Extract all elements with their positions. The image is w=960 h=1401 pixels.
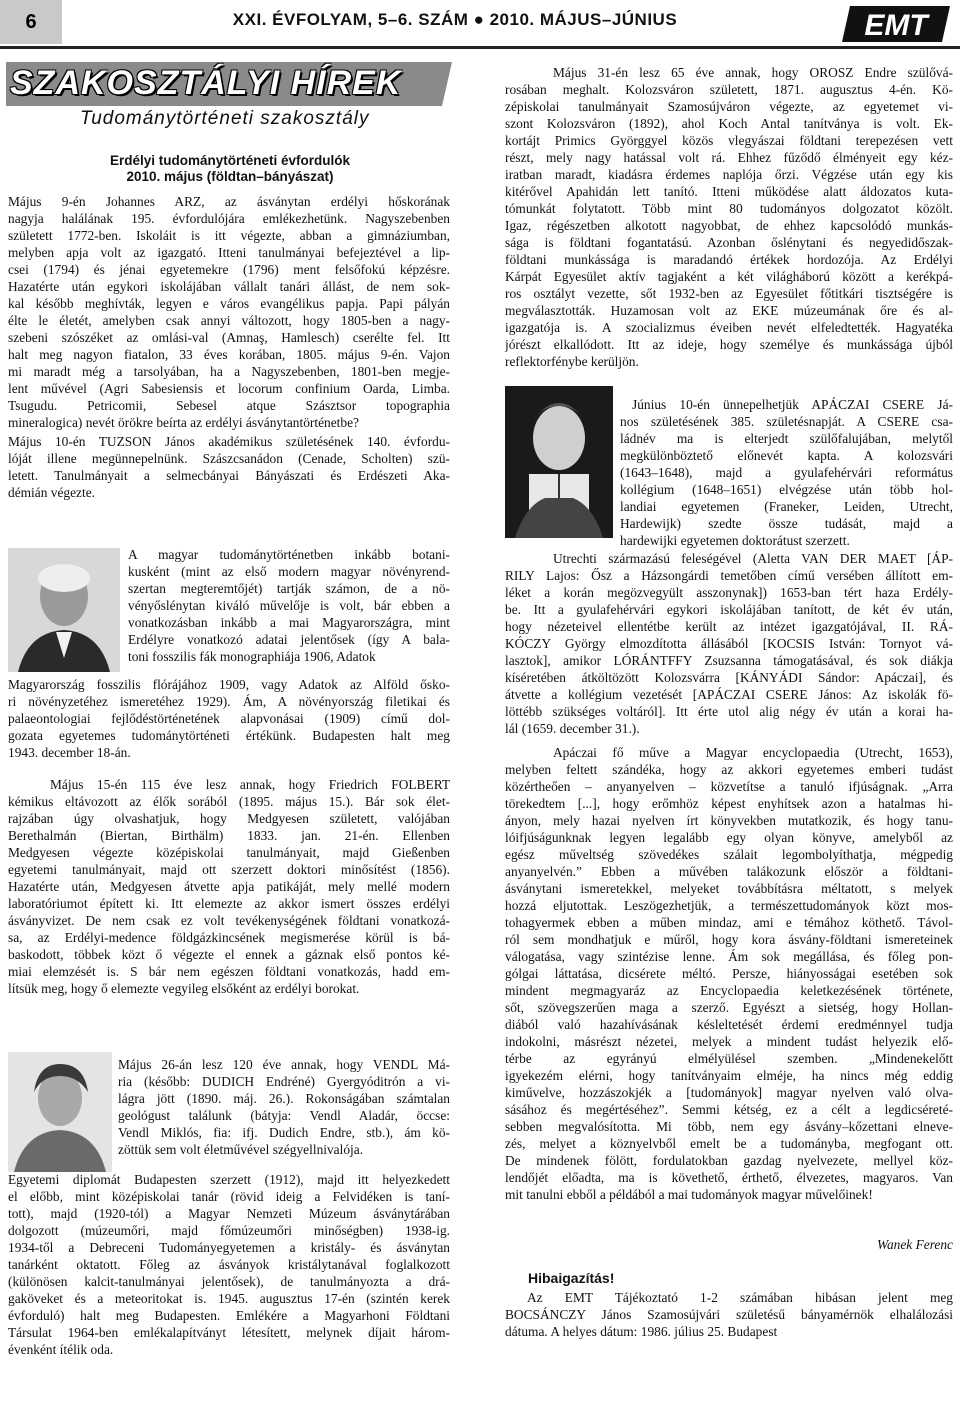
text-line: Erdélyre vonatkozó adatai jelentősek (így A bala- bbox=[128, 632, 450, 647]
text-line: lent művével (Agri Sabesiensis et locorum confinium Oarda, Limba. bbox=[8, 381, 450, 396]
text-line: (különösen kalcit-tanulmányai jelentősek), de tanulmányozta a drá- bbox=[8, 1274, 450, 1289]
text-line: melyben feltett szándéka, hogy az akkori egyetemes emberi tudást bbox=[505, 762, 953, 777]
text-line: lágra jött (1890. máj. 26.). Rokonságában számtalan bbox=[118, 1091, 450, 1106]
text-line: mindent megmagyaráz az Encyclopaedia keletkezésének története, bbox=[505, 983, 953, 998]
paragraph-folbert bbox=[8, 776, 450, 997]
text-line: Kárpát Egyesület aktív tagjaként a két világháború között a kerékpá- bbox=[505, 269, 953, 284]
text-line: Hazatérte után egykori iskolájában vállalt tanári állást, de nem sok- bbox=[8, 279, 450, 294]
text-line: lóját illene megünnepelnünk. Szászcsanádon (Cenade, Scholten) szü- bbox=[8, 451, 450, 466]
text-line: Apáczai fő műve a Magyar encyclopaedia (Utrecht, 1653), bbox=[553, 745, 953, 760]
text-line: mi maradt még a tarsolyában, ha a Nagyszebenben, 1801-ben megje- bbox=[8, 364, 450, 379]
heading-month: 2010. május (földtan–bányászat) bbox=[126, 169, 334, 184]
text-line: földtani munkássága is maradandó értékek hordozója. Az Erdélyi bbox=[505, 252, 953, 267]
text-line: zöttük sem volt életművével szégyellnivalója. bbox=[118, 1142, 364, 1157]
text-line: indokolni, másrészt nézetei, melyek a mindent tudást helyezik elő- bbox=[505, 1034, 953, 1049]
text-line: Hardewijk) szedte össze tudását, majd a bbox=[620, 516, 953, 531]
text-line: De mindenek fölött, fordulatokban gazdag nyelvezete, mellyel köz- bbox=[505, 1153, 953, 1168]
text-line: évforduló) halt meg Budapesten. Emlékére a Magyarhoni Földtani bbox=[8, 1308, 450, 1323]
text-line: zés, melyet a köznyelvből emelt be a tudományba, megfogant ott. bbox=[505, 1136, 953, 1151]
text-line: lasztok], amikor LÓRÁNTFFY Zsuzsanna támogatásával, és sok diákja bbox=[505, 653, 953, 668]
text-line: Egyetemi diplomát Budapesten szerzett (1912), majd itt helyezkedett bbox=[8, 1172, 450, 1187]
left-heading bbox=[10, 153, 450, 185]
text-line: igazgatója is. A szocializmus éveiben nevét elfeledtették. Hagyatéka bbox=[505, 320, 953, 335]
text-line: Berethalmán (Biertan, Birthälm) 1833. jan. 21-én. Ellenben bbox=[8, 828, 450, 843]
text-line: kusként (mint az első modern magyar növényrend- bbox=[128, 564, 450, 579]
section-subtitle: Tudománytörténeti szakosztály bbox=[80, 108, 370, 129]
text-line: zépiskolai tanulmányait Szamosújváron végezte, az egyetemet vi- bbox=[505, 99, 953, 114]
text-line: mineralogica) nevét örökre beírta az erdélyi ásványtantörténetbe? bbox=[8, 415, 359, 430]
text-line: iratban maradt, kiadásra érdemes naplója őrzi. Végzése után egy kis bbox=[505, 167, 953, 182]
text-line: geológust találunk (bátyja: Vendl Aladár, öccse: bbox=[118, 1108, 450, 1123]
text-line: ros osztályt vezette, sőt 1932-ben az Egyesület főtitkári tisztségére is bbox=[505, 286, 953, 301]
text-line: kíséretében átköltözött Kolozsvárra [KÁNYÁDI Sándor: Apáczai], és bbox=[505, 670, 953, 685]
text-line: élte le életét, amelyben csak annyi változott, hogy 1805-ben a nagy- bbox=[8, 313, 450, 328]
erratum-title: Hibaigazítás! bbox=[528, 1270, 615, 1286]
text-line: csei (1794) és jénai egyetemekre (1796) ment felsőfokú képzésre. bbox=[8, 262, 450, 277]
text-line: halt meg nagyon fiatalon, 33 éves korában, 1805. május 9-én. Vajon bbox=[8, 347, 450, 362]
text-line: Medgyesen végezte középiskolai tanulmányait, majd Gießenben bbox=[8, 845, 450, 860]
text-line: Május 10-én TUZSON János akadémikus születésének 140. évfordu- bbox=[8, 434, 450, 449]
text-line: Utrechti származású feleségével (Aletta VAN DER MAET [ÁP- bbox=[553, 551, 953, 566]
text-line: egész műveltség szövedékes szálait legombolyíthatja, mégpedig bbox=[505, 847, 953, 862]
paragraph-vendl bbox=[118, 1056, 450, 1158]
text-line: sa, az Erdélyi-medence földgázkincsének megismerése körül is bá- bbox=[8, 930, 450, 945]
text-line: kortájt Primics Györggyel közös vlegyászai földtani terepezésen vett bbox=[505, 133, 953, 148]
text-line: landiai egyetemen (Franeker, Leiden, Utrecht, bbox=[620, 499, 953, 514]
paragraph-orosz bbox=[505, 64, 953, 370]
text-line: kollégium (1648–1651) elvégzése után több hol- bbox=[620, 482, 953, 497]
text-line: Társulat 1964-ben emlékalapítványt létesített, melynek díjait három- bbox=[8, 1325, 450, 1340]
text-line: KÓCZY György elmozdította állásából [KOCSIS István: Tornyot vá- bbox=[505, 636, 953, 651]
text-line: Május 26-án lesz 120 éve annak, hogy VENDL Má- bbox=[118, 1057, 450, 1072]
text-line: lóifjúságunknak legyen legalább egy olyan könyve, amelyből az bbox=[505, 830, 953, 845]
paragraph-encyclopaedia bbox=[505, 744, 953, 1203]
signature: Wanek Ferenc bbox=[877, 1237, 953, 1252]
paragraph-vendl-career bbox=[8, 1171, 450, 1358]
text-line: született 1772-ben. Iskoláit is itt végezte, abban a gimnáziumban, bbox=[8, 228, 450, 243]
text-line: igyekezém elérni, hogy tanítványaim elméje, ha nincs még eddig bbox=[505, 1068, 953, 1083]
text-line: rajzában úgy olvashatjuk, hogy Medgyesen született, valójában bbox=[8, 811, 450, 826]
text-line: ányon, mely hazai nyelven írt könyvekben mutatkozik, és hogy tanu- bbox=[505, 813, 953, 828]
text-line: vonatkozásban inkább a mai Magyarországra, mint bbox=[128, 615, 450, 630]
text-line: gozata egyetemes tudománytörténeti értékünk. Budapesten halt meg bbox=[8, 728, 450, 743]
text-line: dátuma. A helyes dátum: 1986. július 25. Budapest bbox=[505, 1324, 778, 1339]
text-line: átvette a kollégium vezetését [APÁCZAI CSERE János: Az iskolák fö- bbox=[505, 687, 953, 702]
text-line: rosában meghalt. Kolozsváron született, 1871. augusztus 4-én. Kö- bbox=[505, 82, 953, 97]
text-line: hogy nézeteivel ellentétbe került az intézet igazgatójával, II. RÁ- bbox=[505, 619, 953, 634]
header-rule bbox=[0, 46, 960, 49]
text-line: megválasztották. Huzamosan volt az EKE múzeumának őre és al- bbox=[505, 303, 953, 318]
text-line: Május 15-én 115 éve lesz annak, hogy Friedrich FOLBERT bbox=[50, 777, 450, 792]
text-line: letett. Tanulmányait a selmecbányai Bányászati és Erdészeti Aka- bbox=[8, 468, 450, 483]
text-line: Az EMT Tájékoztató 1-2 számában hibásan jelent meg bbox=[527, 1290, 953, 1305]
text-line: lítsük meg, hogy ő elemezte vegyileg elsőként az erdélyi borokat. bbox=[8, 981, 360, 996]
page-number: 6 bbox=[0, 0, 62, 44]
text-line: melyben apja volt az igazgató. Itteni tanulmányai befejeztével a lip- bbox=[8, 245, 450, 260]
text-line: RILY Lajos: Ősz a Házsongárdi temetőben című versében állított em- bbox=[505, 568, 953, 583]
portrait-vendl bbox=[8, 1052, 112, 1172]
text-line: be. Itt a gyulafehérvári egykori iskolájában tanított, de két év után, bbox=[505, 602, 953, 617]
text-line: válogatása, vagy szintézise lenne. Ám sok megállása, és főleg pon- bbox=[505, 949, 953, 964]
text-line: részt, mely nagy hatással volt rá. Ehhez fűződő élményeit egy kéz- bbox=[505, 150, 953, 165]
text-line: nagyja halálának 195. évfordulójára emlékezhetünk. Nagyszebenben bbox=[8, 211, 450, 226]
text-line: hardewijki egyetemen doktorátust szerzett. bbox=[620, 533, 850, 548]
portrait-tuzson bbox=[8, 548, 120, 672]
emt-logo-text: EMT bbox=[864, 9, 928, 42]
text-line: Június 10-én ünnepelhetjük APÁCZAI CSERE Já- bbox=[632, 397, 953, 412]
erratum-text bbox=[505, 1289, 953, 1340]
text-line: törekedtem [...], hogy erőmhöz képest enyhítsek azon a hatalmas hi- bbox=[505, 796, 953, 811]
text-line: sásához és megértéséhez”. Semmi kétség, ez a célt a legdicséreté- bbox=[505, 1102, 953, 1117]
text-line: ásványtani ismeretekkel, melyeket továbbításra méltatott, s melyek bbox=[505, 881, 953, 896]
text-line: tanárként oktatott. Főleg az ásványok kristálytanával foglalkozott bbox=[8, 1257, 450, 1272]
text-line: szebeni szószéket az omlási-val (Amnaş, Hamlesch) cserélte fel. Itt bbox=[8, 330, 450, 345]
text-line: démián végezte. bbox=[8, 485, 95, 500]
text-line: kiművelve, hozzászokjék a [tudományok] magyar nyelven való olva- bbox=[505, 1085, 953, 1100]
text-line: tohagyermek ebben a műben mindaz, ami e témához köthető. Távol- bbox=[505, 915, 953, 930]
text-line: reflektorfénybe kerüljön. bbox=[505, 354, 639, 369]
paragraph-tuzson bbox=[8, 433, 450, 501]
text-line: Vendl Miklós, fia: ifj. Dudich Endre, stb.), ám kö- bbox=[118, 1125, 450, 1140]
text-line: Tsugudu. Petricomii, Sebesel atque Szásztsor topographia bbox=[8, 398, 450, 413]
portrait-apaczai bbox=[505, 386, 613, 538]
text-line: löttébb szükséges voltáról]. Itt érte utol alig négy év után a korai ha- bbox=[505, 704, 953, 719]
issue-header: XXI. ÉVFOLYAM, 5–6. SZÁM ● 2010. MÁJUS–JÚNIUS bbox=[232, 10, 678, 29]
text-line: palaeontologiai fejlődéstörténetének alapvonásai (1909) című dol- bbox=[8, 711, 450, 726]
text-line: 1943. december 18-án. bbox=[8, 745, 131, 760]
text-line: A magyar tudománytörténetben inkább botani- bbox=[128, 547, 450, 562]
text-line: kémikus eltávozott az élők sorából (1895. május 15.). Bár sok élet- bbox=[8, 794, 450, 809]
text-line: sebben megvalósította. Mi több, nem egy ásvány–kőzettani elneve- bbox=[505, 1119, 953, 1134]
text-line: ri növényzetéhez ismeretéhez 1929). Ám, A növényország filetikai és bbox=[8, 694, 450, 709]
paragraph-apaczai bbox=[620, 396, 953, 549]
text-line: jórészt elkallódott. Itt az ideje, hogy személye és munkássága újból bbox=[505, 337, 953, 352]
text-line: gólgai láttatása, dicsérete méltó. Persze, hiányosságai esetében sok bbox=[505, 966, 953, 981]
text-line: dolgozott (múzeumőri, majd főmúzeumőri minőségben) 1938-ig. bbox=[8, 1223, 450, 1238]
text-line: diából való hazahívásának késleltetését érdemi eredménnyel tudja bbox=[505, 1017, 953, 1032]
text-line: lál (1659. december 31.). bbox=[505, 721, 640, 736]
text-line: kal később meghívták, legyen e város evangélikus papja. Papi pályán bbox=[8, 296, 450, 311]
paragraph-apaczai-life bbox=[505, 550, 953, 737]
text-line: egyetemi tanulmányait, majd ott szerzett doktori minősítést (1856). bbox=[8, 862, 450, 877]
text-line: Május 9-én Johannes ARZ, az ásványtan erdélyi hőskorának bbox=[8, 194, 450, 209]
paragraph-tuzson-works bbox=[8, 676, 450, 761]
text-line: megkülönböztető előnevét kapta. A kolozsvári bbox=[620, 448, 953, 463]
text-line: el előbb, mint középiskolai tanár (rövid ideig a Felvidéken is taní- bbox=[8, 1189, 450, 1204]
text-line: baskodott, többek közt ő végezte el ennek a gáznak első pontos ké- bbox=[8, 947, 450, 962]
text-line: évenként ítélik oda. bbox=[8, 1342, 114, 1357]
paragraph-tuzson-botany bbox=[128, 546, 450, 665]
text-line: hozzá eljutottak. Leszögezhetjük, a természettudományok közt mos- bbox=[505, 898, 953, 913]
emt-logo bbox=[842, 4, 952, 44]
section-title: SZAKOSZTÁLYI HÍREK bbox=[10, 64, 402, 102]
text-line: nos születésének 385. születésnapját. A CSERE csa- bbox=[620, 414, 953, 429]
text-line: térbe az egyrányú elmélyülésel szemben. „Mindenekelőtt bbox=[505, 1051, 953, 1066]
text-line: toni fosszilis fák monographiája 1906, Adatok bbox=[128, 649, 376, 664]
text-line: gaköveket és a meteoritokat is. 1945. augusztus 17-én (szintén kerek bbox=[8, 1291, 450, 1306]
text-line: lendőjét előadta, ma is követhető, érthető, élvezetes, magyaros. Van bbox=[505, 1170, 953, 1185]
text-line: anyanyelvén.” Ebben a művében talákozunk először a földtani- bbox=[505, 864, 953, 879]
text-line: sága is földtani fogantatású. Azonban őslénytani és negyedidőszak- bbox=[505, 235, 953, 250]
text-line: Magyarország fosszilis flórájához 1909, vagy Adatok az Alföld ősko- bbox=[8, 677, 450, 692]
text-line: Igaz, régészetben alkotott nagyobbat, de ehhez kapcsolódó munkás- bbox=[505, 218, 953, 233]
heading-anniversaries: Erdélyi tudománytörténeti évfordulók bbox=[109, 153, 351, 168]
paragraph-arz bbox=[8, 193, 450, 431]
text-line: ról sem mondhatjuk e műről, hogy kora ásvány-földtani ismereteinek bbox=[505, 932, 953, 947]
text-line: szertan megteremtőjét) tartják számon, de a nö- bbox=[128, 581, 450, 596]
text-line: sőt, szövegszerűen maga a szerző. Egyészt a sietség, hogy Hollan- bbox=[505, 1000, 953, 1015]
text-line: Május 31-én lesz 65 éve annak, hogy OROSZ Endre szülővá- bbox=[553, 65, 953, 80]
text-line: 1934-től a Debreceni Tudományegyetemen a kristály- és ásványtan bbox=[8, 1240, 450, 1255]
text-line: kitérővel Apahidán lett tanító. Itteni működése alatt áldozatos kuta- bbox=[505, 184, 953, 199]
text-line: ládnév ma is elterjedt szülőfalujában, melytől bbox=[620, 431, 953, 446]
text-line: szont Kolozsváron (1892), ahol Koch Antal tanítványa is volt. Ek- bbox=[505, 116, 953, 131]
text-line: mit tanulni ebből a példából a mai tudományok magyar művelőinek! bbox=[505, 1187, 873, 1202]
text-line: léket a korán megözvegyült asszonynak]) 1653-ban tért haza Erdély- bbox=[505, 585, 953, 600]
text-line: laboratóriumot épített ki. Itt elemezte az akkor ismert összes erdélyi bbox=[8, 896, 450, 911]
text-line: vényőslénytan kiváló művelője is volt, bár ebben a bbox=[128, 598, 450, 613]
text-line: tott), majd (1920-tól) a Magyar Nemzeti Múzeum ásványtárában bbox=[8, 1206, 450, 1221]
text-line: miai elemzését is. S bár nem egészen földtani vonatkozás, hadd em- bbox=[8, 964, 450, 979]
text-line: ásványvizet. De nem csak ez volt tevékenységének földtani vonatkozá- bbox=[8, 913, 450, 928]
text-line: Hazatérte után, Medgyesen átvette apja patikáját, mely mellé modern bbox=[8, 879, 450, 894]
text-line: közértheően – anyanyelven – közvetítse a tanuló ifjúságnak. „Arra bbox=[505, 779, 953, 794]
text-line: BOCSÁNCZY János Szamosújvári születésű bányamérnök elhalálozási bbox=[505, 1307, 953, 1322]
text-line: tómunkát folytatott. Több mint 80 tudományos dolgozatot közölt. bbox=[505, 201, 953, 216]
text-line: ria (később: DUDICH Endréné) Gyergyóditrón a vi- bbox=[118, 1074, 450, 1089]
text-line: (1643–1648), majd a gyulafehérvári református bbox=[620, 465, 953, 480]
